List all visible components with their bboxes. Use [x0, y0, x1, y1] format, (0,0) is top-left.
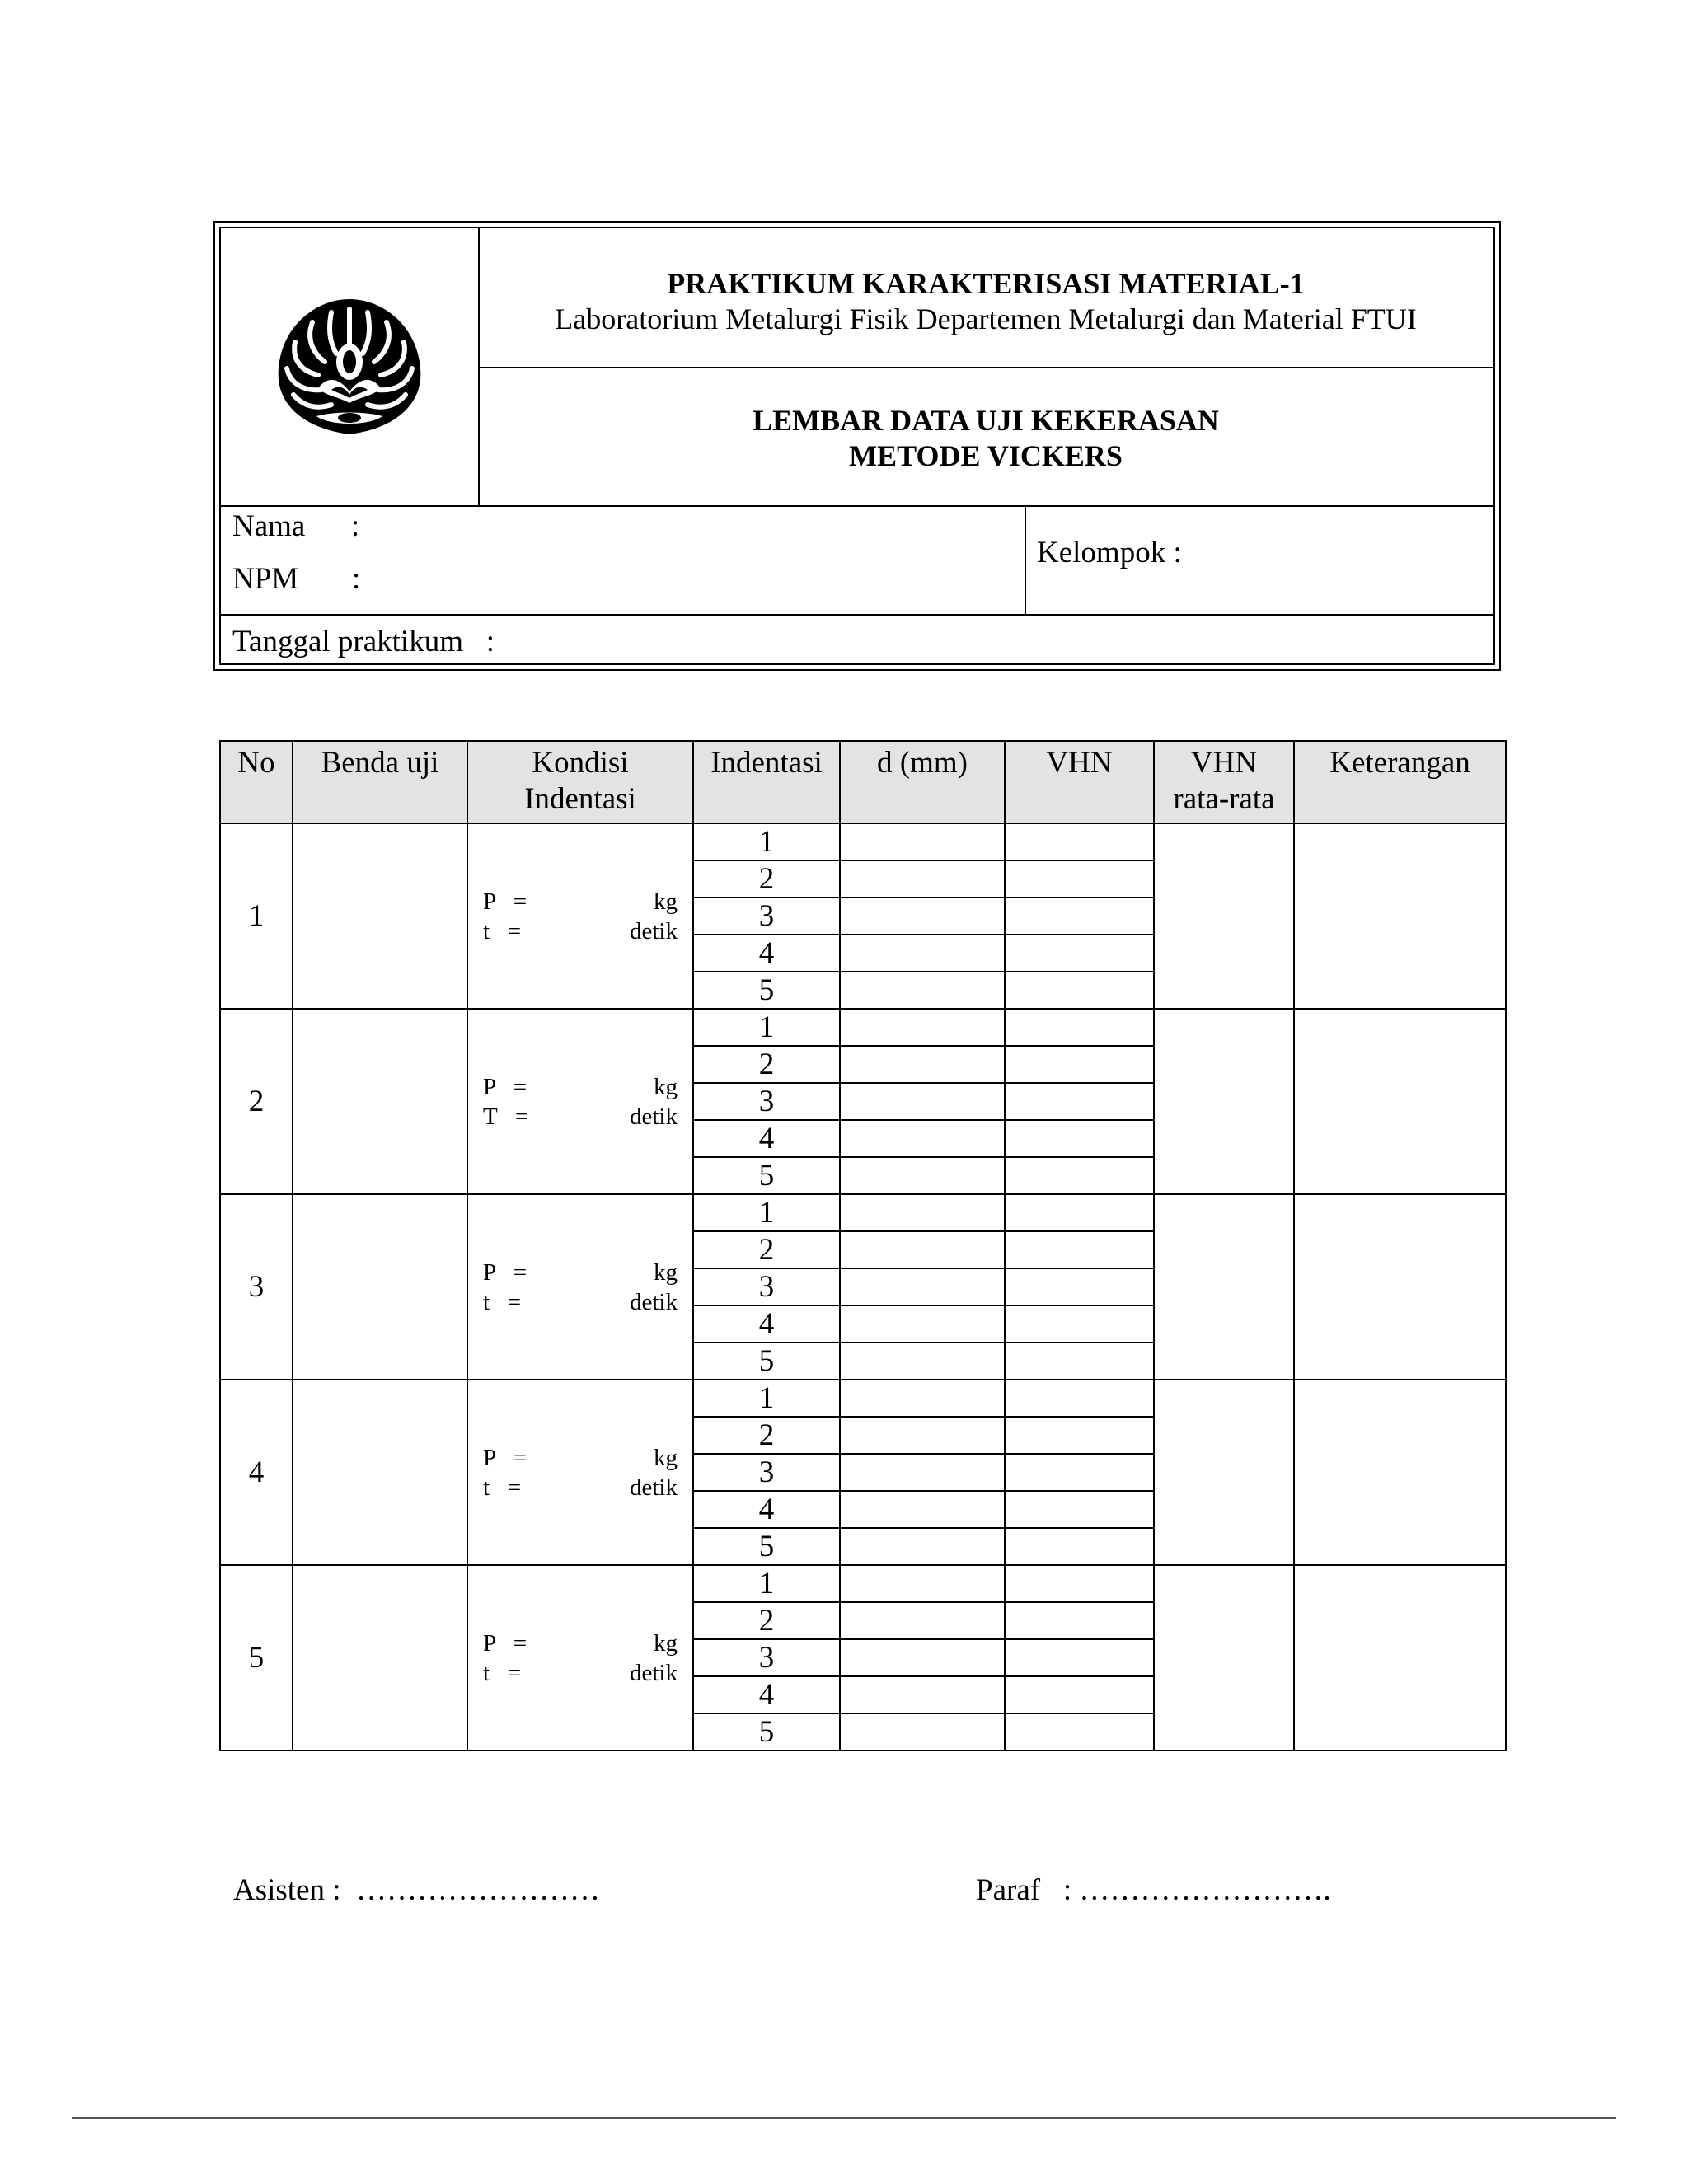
kondisi-load-line — [483, 1443, 678, 1473]
vhn-cell[interactable] — [1005, 860, 1154, 898]
indentation-number: 1 — [693, 1565, 840, 1602]
table-row — [220, 1565, 1506, 1602]
asisten-label: Asisten : …………………… — [233, 1873, 601, 1907]
vhn-cell[interactable] — [1005, 898, 1154, 935]
keterangan-cell[interactable] — [1294, 1565, 1506, 1750]
kondisi-load-line — [483, 887, 678, 916]
vhn-cell[interactable] — [1005, 1157, 1154, 1194]
d-mm-cell[interactable] — [840, 1083, 1005, 1120]
vhn-cell[interactable] — [1005, 1565, 1154, 1602]
vhn-cell[interactable] — [1005, 1676, 1154, 1713]
d-mm-cell[interactable] — [840, 1565, 1005, 1602]
header-inner-frame — [219, 227, 1495, 665]
kondisi-block — [468, 1629, 692, 1688]
kondisi-load-unit: kg — [654, 1444, 678, 1471]
keterangan-cell[interactable] — [1294, 1380, 1506, 1565]
benda-uji-cell[interactable] — [293, 1194, 467, 1380]
vhn-cell[interactable] — [1005, 1602, 1154, 1639]
indentation-number: 4 — [693, 1305, 840, 1343]
kondisi-load-label: P = — [483, 1258, 528, 1286]
d-mm-cell[interactable] — [840, 1454, 1005, 1491]
kondisi-load-label: P = — [483, 888, 528, 915]
keterangan-cell[interactable] — [1294, 1194, 1506, 1380]
kondisi-load-unit: kg — [654, 1258, 678, 1286]
vhn-cell[interactable] — [1005, 1083, 1154, 1120]
vhn-cell[interactable] — [1005, 1639, 1154, 1676]
sheet-title-line1: LEMBAR DATA UJI KEKERASAN — [753, 404, 1219, 437]
indentation-number: 5 — [693, 972, 840, 1009]
tanggal-label: Tanggal praktikum : — [232, 625, 495, 658]
d-mm-cell[interactable] — [840, 1639, 1005, 1676]
kondisi-time-unit: detik — [630, 1103, 678, 1130]
kondisi-load-label: P = — [483, 1073, 528, 1100]
benda-uji-cell[interactable] — [293, 1380, 467, 1565]
vhn-cell[interactable] — [1005, 1009, 1154, 1046]
kondisi-time-unit: detik — [630, 1659, 678, 1686]
indentation-number: 2 — [693, 1602, 840, 1639]
d-mm-cell[interactable] — [840, 1491, 1005, 1528]
kondisi-load-unit: kg — [654, 888, 678, 915]
kondisi-block — [468, 1443, 692, 1502]
keterangan-cell[interactable] — [1294, 1009, 1506, 1194]
d-mm-cell[interactable] — [840, 1417, 1005, 1454]
indentation-number: 4 — [693, 1491, 840, 1528]
kondisi-cell — [467, 1380, 693, 1565]
vhn-cell[interactable] — [1005, 1528, 1154, 1565]
col-header-d-mm: d (mm) — [840, 741, 1005, 823]
row-number: 2 — [220, 1009, 293, 1194]
d-mm-cell[interactable] — [840, 1713, 1005, 1750]
kondisi-time-line — [483, 916, 678, 946]
col-header-kondisi-line2: Indentasi — [524, 781, 636, 816]
indentation-number: 5 — [693, 1713, 840, 1750]
vhn-avg-cell[interactable] — [1154, 1194, 1294, 1380]
university-logo — [267, 293, 432, 441]
d-mm-cell[interactable] — [840, 1676, 1005, 1713]
vhn-avg-cell[interactable] — [1154, 1565, 1294, 1750]
logo-cell — [221, 228, 478, 505]
practicum-title: PRAKTIKUM KARAKTERISASI MATERIAL-1 — [667, 267, 1305, 300]
benda-uji-cell[interactable] — [293, 823, 467, 1009]
kondisi-block — [468, 887, 692, 946]
col-header-kondisi — [467, 741, 693, 823]
table-row — [220, 1009, 1506, 1046]
kondisi-load-label: P = — [483, 1444, 528, 1471]
sheet-title-block — [480, 403, 1492, 474]
tanggal-divider — [221, 614, 1495, 616]
kondisi-load-label: P = — [483, 1629, 528, 1657]
title-block — [480, 266, 1492, 337]
keterangan-cell[interactable] — [1294, 823, 1506, 1009]
d-mm-cell[interactable] — [840, 898, 1005, 935]
identity-top-divider — [221, 505, 1495, 507]
lab-subtitle: Laboratorium Metalurgi Fisik Departemen Metalurgi dan Material FTUI — [555, 302, 1417, 336]
vhn-cell[interactable] — [1005, 935, 1154, 972]
col-header-indentasi: Indentasi — [693, 741, 840, 823]
kondisi-cell — [467, 823, 693, 1009]
col-header-no: No — [220, 741, 293, 823]
indentation-number: 3 — [693, 898, 840, 935]
npm-label: NPM : — [232, 562, 361, 596]
vhn-cell[interactable] — [1005, 1454, 1154, 1491]
vhn-cell[interactable] — [1005, 823, 1154, 860]
indentation-number: 1 — [693, 823, 840, 860]
d-mm-cell[interactable] — [840, 1046, 1005, 1083]
indentation-number: 1 — [693, 1009, 840, 1046]
vhn-cell[interactable] — [1005, 1231, 1154, 1268]
kondisi-time-line — [483, 1102, 678, 1132]
d-mm-cell[interactable] — [840, 1157, 1005, 1194]
col-header-kondisi-line1: Kondisi — [532, 746, 629, 780]
indentation-number: 3 — [693, 1083, 840, 1120]
vhn-cell[interactable] — [1005, 1417, 1154, 1454]
vhn-cell[interactable] — [1005, 1491, 1154, 1528]
kondisi-load-line — [483, 1258, 678, 1287]
table-header-row — [220, 741, 1506, 823]
d-mm-cell[interactable] — [840, 935, 1005, 972]
indentation-number: 5 — [693, 1157, 840, 1194]
indentation-number: 3 — [693, 1454, 840, 1491]
benda-uji-cell[interactable] — [293, 1009, 467, 1194]
page-bottom-rule — [72, 2117, 1616, 2119]
kondisi-block — [468, 1072, 692, 1132]
col-header-vhn-avg — [1154, 741, 1294, 823]
kondisi-time-label: t = — [483, 1474, 522, 1501]
d-mm-cell[interactable] — [840, 823, 1005, 860]
indentation-number: 1 — [693, 1380, 840, 1417]
indentation-number: 5 — [693, 1343, 840, 1380]
vhn-avg-cell[interactable] — [1154, 1380, 1294, 1565]
kondisi-time-line — [483, 1658, 678, 1688]
col-header-vhn-avg-line1: VHN — [1190, 746, 1258, 780]
hardness-data-table — [219, 740, 1507, 1751]
col-header-vhn-avg-line2: rata-rata — [1173, 781, 1275, 816]
table-row — [220, 1380, 1506, 1417]
col-header-benda-uji: Benda uji — [293, 741, 467, 823]
kondisi-load-line — [483, 1629, 678, 1658]
d-mm-cell[interactable] — [840, 1194, 1005, 1231]
vhn-cell[interactable] — [1005, 972, 1154, 1009]
benda-uji-cell[interactable] — [293, 1565, 467, 1750]
kondisi-time-unit: detik — [630, 1474, 678, 1501]
indentation-number: 3 — [693, 1268, 840, 1305]
d-mm-cell[interactable] — [840, 1343, 1005, 1380]
col-header-keterangan: Keterangan — [1294, 741, 1506, 823]
row-number: 5 — [220, 1565, 293, 1750]
vhn-cell[interactable] — [1005, 1120, 1154, 1157]
title-divider — [478, 367, 1495, 368]
d-mm-cell[interactable] — [840, 1305, 1005, 1343]
indentation-number: 4 — [693, 1676, 840, 1713]
vhn-avg-cell[interactable] — [1154, 823, 1294, 1009]
d-mm-cell[interactable] — [840, 972, 1005, 1009]
indentation-number: 4 — [693, 1120, 840, 1157]
table-body — [220, 823, 1506, 1750]
indentation-number: 2 — [693, 860, 840, 898]
col-header-vhn: VHN — [1005, 741, 1154, 823]
indentation-number: 2 — [693, 1417, 840, 1454]
indentation-number: 2 — [693, 1046, 840, 1083]
d-mm-cell[interactable] — [840, 1602, 1005, 1639]
vhn-cell[interactable] — [1005, 1713, 1154, 1750]
sheet-title-line2: METODE VICKERS — [849, 439, 1123, 473]
vhn-avg-cell[interactable] — [1154, 1009, 1294, 1194]
d-mm-cell[interactable] — [840, 860, 1005, 898]
d-mm-cell[interactable] — [840, 1268, 1005, 1305]
kondisi-time-unit: detik — [630, 917, 678, 944]
kondisi-load-unit: kg — [654, 1629, 678, 1657]
kelompok-label: Kelompok : — [1037, 536, 1182, 569]
kondisi-cell — [467, 1009, 693, 1194]
header-block — [213, 221, 1501, 671]
indentation-number: 1 — [693, 1194, 840, 1231]
kondisi-load-unit: kg — [654, 1073, 678, 1100]
kondisi-time-label: t = — [483, 917, 522, 944]
row-number: 1 — [220, 823, 293, 1009]
indentation-number: 4 — [693, 935, 840, 972]
row-number: 3 — [220, 1194, 293, 1380]
table-row — [220, 823, 1506, 860]
indentation-number: 5 — [693, 1528, 840, 1565]
nama-label: Nama : — [232, 509, 360, 543]
paraf-label: Paraf : ……………………. — [976, 1873, 1331, 1907]
vhn-cell[interactable] — [1005, 1380, 1154, 1417]
d-mm-cell[interactable] — [840, 1528, 1005, 1565]
kondisi-time-label: t = — [483, 1288, 522, 1315]
kondisi-time-line — [483, 1287, 678, 1317]
d-mm-cell[interactable] — [840, 1231, 1005, 1268]
d-mm-cell[interactable] — [840, 1009, 1005, 1046]
vhn-cell[interactable] — [1005, 1046, 1154, 1083]
d-mm-cell[interactable] — [840, 1380, 1005, 1417]
kondisi-block — [468, 1258, 692, 1317]
kondisi-load-line — [483, 1072, 678, 1102]
vhn-cell[interactable] — [1005, 1305, 1154, 1343]
table-row — [220, 1194, 1506, 1231]
vhn-cell[interactable] — [1005, 1343, 1154, 1380]
kondisi-cell — [467, 1565, 693, 1750]
kondisi-cell — [467, 1194, 693, 1380]
indentation-number: 3 — [693, 1639, 840, 1676]
vhn-cell[interactable] — [1005, 1268, 1154, 1305]
kelompok-divider — [1025, 505, 1026, 614]
d-mm-cell[interactable] — [840, 1120, 1005, 1157]
kondisi-time-unit: detik — [630, 1288, 678, 1315]
row-number: 4 — [220, 1380, 293, 1565]
kondisi-time-label: t = — [483, 1659, 522, 1686]
kondisi-time-label: T = — [483, 1103, 529, 1130]
vhn-cell[interactable] — [1005, 1194, 1154, 1231]
indentation-number: 2 — [693, 1231, 840, 1268]
kondisi-time-line — [483, 1473, 678, 1502]
